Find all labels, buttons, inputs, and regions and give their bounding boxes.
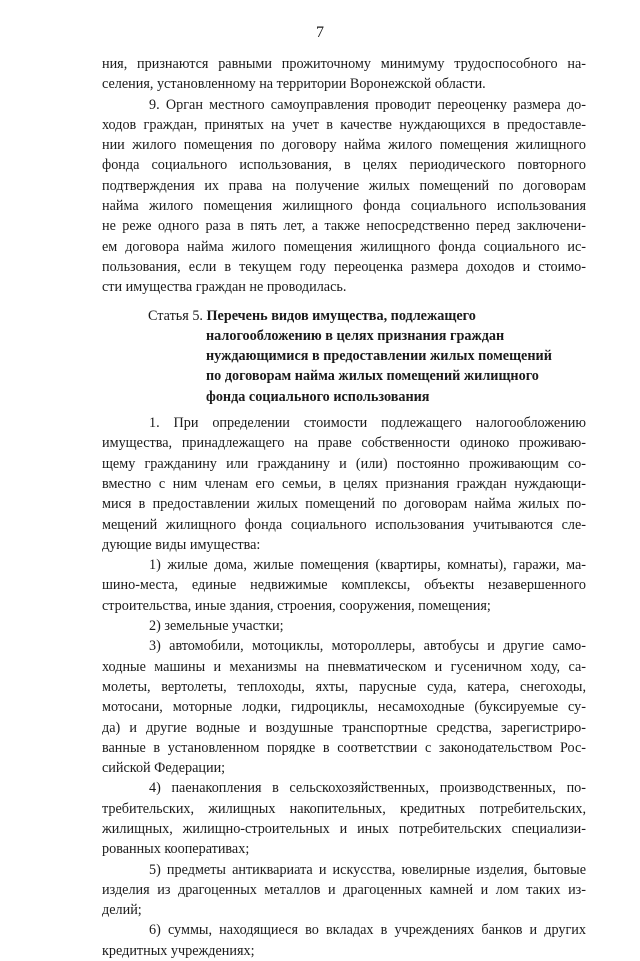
text-line: да) и другие водные и воздушные транспортные средства, зарегистриро- bbox=[102, 719, 586, 736]
article-title-line bbox=[102, 306, 586, 326]
text-line: имущества, принадлежащего на праве собственности одиноко проживаю- bbox=[102, 435, 586, 452]
list-item-5 bbox=[102, 860, 586, 921]
text-line: 6) суммы, находящиеся во вкладах в учреждениях банков и других bbox=[149, 922, 586, 939]
paragraph-continuation bbox=[102, 54, 586, 95]
list-item-6 bbox=[102, 920, 586, 961]
text-line: 1. При определении стоимости подлежащего налогообложению bbox=[149, 415, 586, 432]
text-line: сти имущества граждан не проводилась. bbox=[102, 279, 347, 296]
text-line: нии жилого помещения по договору найма жилого помещения жилищного bbox=[102, 137, 586, 154]
text-line: молеты, вертолеты, теплоходы, яхты, парусные суда, катера, снегоходы, bbox=[102, 678, 586, 695]
text-line: ходов граждан, принятых на учет в качестве нуждающихся в предоставле- bbox=[102, 116, 586, 133]
text-line: 3) автомобили, мотоциклы, мотороллеры, автобусы и другие само- bbox=[149, 638, 586, 655]
text-line: мотосани, моторные лодки, гидроциклы, несамоходные (буксируемые су- bbox=[102, 699, 586, 716]
text-line: ходные машины и механизмы на пневматическом и гусеничном ходу, са- bbox=[102, 658, 586, 675]
text-line: кредитных учреждениях; bbox=[102, 942, 255, 959]
list-item-2 bbox=[102, 616, 586, 636]
text-line: сийской Федерации; bbox=[102, 760, 226, 777]
text-line: 5) предметы антиквариата и искусства, ювелирные изделия, бытовые bbox=[149, 861, 586, 878]
text-line: строительства, иные здания, строения, сооружения, помещения; bbox=[102, 597, 491, 614]
paragraph-9 bbox=[102, 95, 586, 298]
text-line: найма жилого помещения жилищного фонда социального использования bbox=[102, 198, 586, 215]
text-line: вместно с ним членам его семьи, в целях признания граждан нуждающи- bbox=[102, 475, 586, 492]
list-item-1 bbox=[102, 555, 586, 616]
text-line: дующие виды имущества: bbox=[102, 536, 261, 553]
article-title-line: фонда социального использования bbox=[206, 388, 430, 405]
text-line: шино-места, единые недвижимые комплексы, объекты незавершенного bbox=[102, 577, 586, 594]
document-body bbox=[102, 54, 586, 961]
text-line: не реже одного раза в пять лет, а также непосредственно перед заключени- bbox=[102, 218, 586, 235]
text-line: 4) паенакопления в сельскохозяйственных, производственных, по- bbox=[149, 780, 586, 797]
article-title-line: нуждающимися в предоставлении жилых помещений bbox=[206, 348, 552, 365]
text-line: селения, установленному на территории Воронежской области. bbox=[102, 76, 486, 93]
text-line: делий; bbox=[102, 902, 142, 919]
text-line: 1) жилые дома, жилые помещения (квартиры, комнаты), гаражи, ма- bbox=[149, 557, 586, 574]
text-line: ем договора найма жилого помещения жилищного фонда социального ис- bbox=[102, 238, 586, 255]
text-line: пользования, если в текущем году переоценка размера доходов и стоимо- bbox=[102, 258, 586, 275]
text-line: требительских, жилищных накопительных, кредитных потребительских, bbox=[102, 800, 586, 817]
list-item-3 bbox=[102, 636, 586, 778]
article-title-line: по договорам найма жилых помещений жилищного bbox=[206, 368, 539, 385]
text-line: мися в предоставлении жилых помещений по договорам найма жилых по- bbox=[102, 496, 586, 513]
list-item-4 bbox=[102, 778, 586, 859]
text-line: ванные в установленном порядке в соответствии с законодательством Рос- bbox=[102, 739, 586, 756]
text-line: жилищных, жилищно-строительных и иных потребительских специализи- bbox=[102, 820, 586, 837]
article-title-line: налогообложению в целях признания граждан bbox=[206, 327, 505, 344]
article-title: Перечень видов имущества, подлежащего bbox=[206, 307, 476, 324]
article-heading bbox=[102, 306, 586, 407]
text-line: изделия из драгоценных металлов и драгоценных камней и лом таких из- bbox=[102, 881, 586, 898]
text-line: 9. Орган местного самоуправления проводит переоценку размера до- bbox=[149, 96, 586, 113]
paragraph-1 bbox=[102, 413, 586, 555]
text-line: подтверждения их права на получение жилых помещений по договорам bbox=[102, 177, 586, 194]
article-label: Статья 5. bbox=[148, 307, 203, 324]
text-line: рованных кооперативах; bbox=[102, 841, 250, 858]
text-line: мещений жилищного фонда социального использования учитываются сле- bbox=[102, 516, 586, 533]
text-line: ния, признаются равными прожиточному минимуму трудоспособного на- bbox=[102, 56, 586, 72]
page-number: 7 bbox=[316, 24, 324, 41]
text-line: фонда социального использования, в целях периодического повторного bbox=[102, 157, 586, 174]
text-line: 2) земельные участки; bbox=[149, 618, 284, 635]
text-line: щему гражданину или гражданину и (или) постоянно проживающим со- bbox=[102, 455, 586, 472]
